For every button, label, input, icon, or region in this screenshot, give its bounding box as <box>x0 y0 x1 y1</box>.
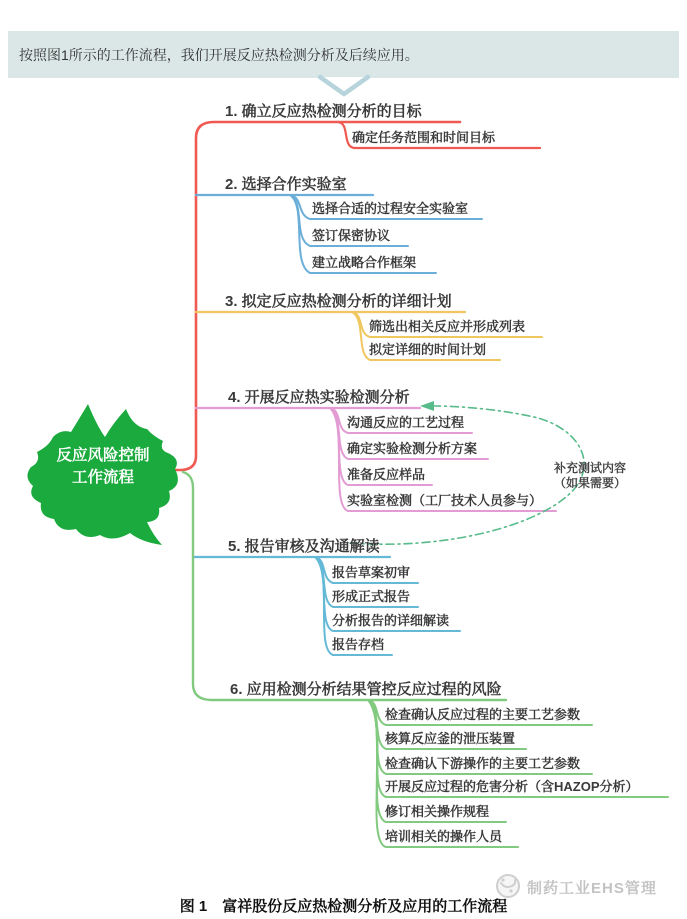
branch-3-title: 3. 拟定反应热检测分析的详细计划 <box>225 293 452 310</box>
branch-4-child-3: 准备反应样品 <box>347 467 426 482</box>
branch-2-child-1: 选择合适的过程安全实验室 <box>312 201 469 216</box>
branch-6-title: 6. 应用检测分析结果管控反应过程的风险 <box>230 681 502 698</box>
branch-4-title: 4. 开展反应热实验检测分析 <box>228 389 410 406</box>
branch-4-child-2: 确定实验检测分析方案 <box>347 441 478 456</box>
branch-6-child-3: 检查确认下游操作的主要工艺参数 <box>385 756 581 771</box>
branch-1-title: 1. 确立反应热检测分析的目标 <box>225 103 422 120</box>
branch-4-child-1: 沟通反应的工艺过程 <box>347 415 465 430</box>
supplement-annotation-line1: 补充测试内容 <box>553 461 626 475</box>
branch-5-child-4: 报告存档 <box>332 637 385 652</box>
supplement-annotation <box>540 461 640 491</box>
branch-2-child-3: 建立战略合作框架 <box>312 255 417 270</box>
branch-3-child-2: 拟定详细的时间计划 <box>369 342 487 357</box>
branch-6-child-6: 培训相关的操作人员 <box>385 829 503 844</box>
figure-caption: 图 1 富祥股份反应热检测分析及应用的工作流程 <box>179 898 508 915</box>
watermark-logo-icon <box>497 875 519 897</box>
intro-text: 按照图1所示的工作流程，我们开展反应热检测分析及后续应用。 <box>19 46 419 63</box>
branch-3-child-1: 筛选出相关反应并形成列表 <box>369 319 526 334</box>
branch-5-child-1: 报告草案初审 <box>332 565 411 580</box>
chevron-down-icon <box>320 77 368 94</box>
branch-6-child-1: 检查确认反应过程的主要工艺参数 <box>385 707 581 722</box>
branch-2-child-2: 签订保密协议 <box>312 228 391 243</box>
branch-2-title: 2. 选择合作实验室 <box>225 176 347 193</box>
branch-5-child-2: 形成正式报告 <box>332 589 411 604</box>
root-node-label <box>35 445 171 489</box>
supplement-annotation-line2: （如果需要） <box>553 476 626 490</box>
branch-6-child-2: 核算反应釜的泄压装置 <box>385 731 516 746</box>
root-node-label-line1: 反应风险控制 <box>56 447 150 464</box>
branch-5-child-3: 分析报告的详细解读 <box>332 613 450 628</box>
branch-6-child-4: 开展反应过程的危害分析（含HAZOP分析） <box>385 779 639 794</box>
branch-1-child-1: 确定任务范围和时间目标 <box>352 130 496 145</box>
branch-5-title: 5. 报告审核及沟通解读 <box>228 538 380 555</box>
branch-6-child-5: 修订相关操作规程 <box>385 804 490 819</box>
watermark-text: 制药工业EHS管理 <box>527 880 657 897</box>
supplement-arrowhead-icon <box>420 401 434 411</box>
root-node-label-line2: 工作流程 <box>71 469 134 486</box>
branch-4-child-4: 实验室检测（工厂技术人员参与） <box>347 493 543 508</box>
